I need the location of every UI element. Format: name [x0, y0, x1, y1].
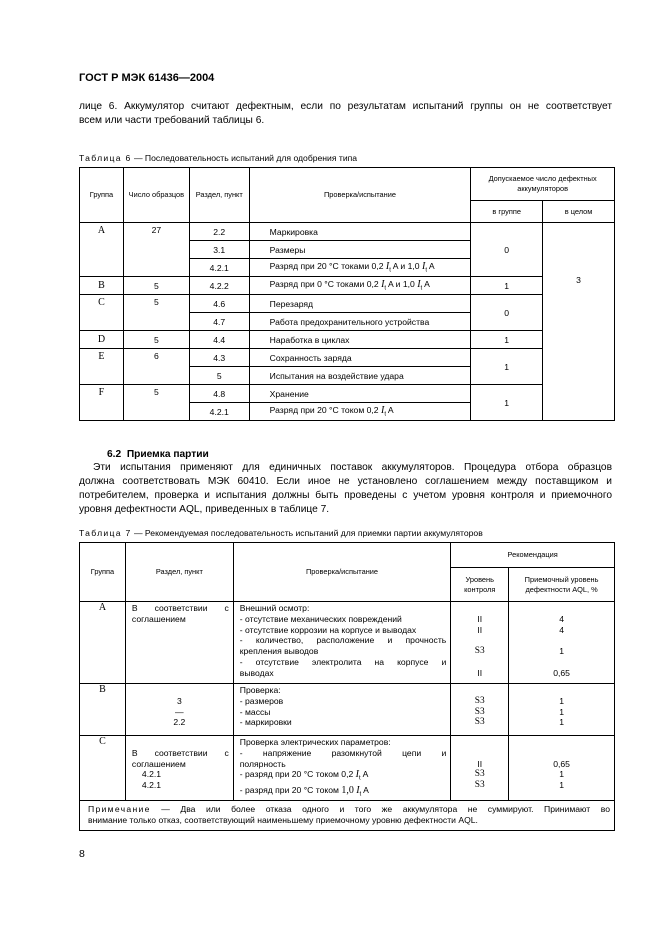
current-subscript: t — [359, 791, 362, 798]
test-line — [240, 785, 447, 801]
table7-header-aql: Приемочный уровень дефектности AQL, % — [509, 568, 615, 602]
aql-cell — [509, 736, 615, 801]
clause-cell: 4.4 — [189, 331, 249, 349]
in-group-cell: 1 — [471, 331, 543, 349]
current-subscript: t — [384, 411, 386, 418]
table6 — [79, 167, 615, 421]
clause-cell: 4.8 — [189, 385, 249, 403]
table6-header-allowed: Допускаемое число дефектных аккумуляторов — [471, 168, 615, 201]
table7-header-clause: Раздел, пункт — [125, 543, 233, 602]
clause-cell: 3.1 — [189, 241, 249, 259]
group-cell: C — [80, 295, 124, 331]
test-cell: Маркировка — [249, 223, 471, 241]
test-cell: Наработка в циклах — [249, 331, 471, 349]
in-group-cell: 1 — [471, 349, 543, 385]
test-text: A и 1,0 — [386, 279, 418, 290]
samples-cell: 5 — [123, 331, 189, 349]
aql-value: 4 — [559, 624, 564, 635]
level-value: II — [477, 758, 483, 769]
aql-value: 1 — [559, 717, 564, 728]
group-cell: A — [80, 223, 124, 277]
level-cell — [451, 684, 509, 736]
samples-cell: 27 — [123, 223, 189, 277]
samples-cell: 5 — [123, 385, 189, 421]
clause-line: 4.2.1 — [141, 780, 162, 791]
test-line: - напряжение разомкнутой цепи и — [239, 747, 447, 758]
group-cell: C — [80, 736, 126, 801]
aql-value: 1 — [559, 780, 564, 791]
clause-cell: 4.2.1 — [189, 403, 249, 421]
section-line: потребителем, проверка и испытания должны быть проведены с учетом уровня контроля и приемочного — [79, 490, 612, 501]
test-line: - маркировки — [239, 717, 292, 728]
table7 — [79, 542, 615, 831]
table6-caption-text: — Последовательность испытаний для одобрения типа — [131, 153, 358, 163]
table6-header-group: Группа — [80, 168, 124, 223]
aql-cell — [509, 602, 615, 684]
group-cell: B — [80, 684, 126, 736]
note-line — [88, 804, 610, 815]
section-number: 6.2 — [107, 449, 122, 460]
clause-cell — [125, 684, 233, 736]
clause-cell — [125, 736, 233, 801]
test-line: - отсутствие коррозии на корпусе и выводах — [239, 624, 417, 635]
table7-header-recommendation: Рекомендация — [451, 543, 615, 568]
table6-header-in-group: в группе — [471, 201, 543, 223]
test-cell — [249, 259, 471, 277]
group-cell: F — [80, 385, 124, 421]
test-line: - отсутствие электролита на корпусе и — [239, 656, 447, 667]
page-number: 8 — [79, 848, 85, 860]
current-subscript: t — [420, 285, 423, 292]
table7-header-group: Группа — [80, 543, 126, 602]
current-subscript: t — [389, 267, 391, 274]
aql-value: 0,65 — [553, 667, 570, 678]
test-line: полярность — [239, 758, 286, 769]
level-cell — [451, 736, 509, 801]
test-number: 1,0 — [341, 784, 354, 796]
level-value: S3 — [474, 646, 485, 657]
table7-header-test: Проверка/испытание — [233, 543, 451, 602]
clause-line: соглашением — [131, 758, 186, 769]
aql-value: 1 — [559, 695, 564, 706]
level-value: S3 — [474, 780, 485, 791]
clause-cell: 5 — [189, 367, 249, 385]
table6-header-test: Проверка/испытание — [249, 168, 471, 223]
clause-line: 3 — [176, 695, 182, 706]
clause-cell: 4.3 — [189, 349, 249, 367]
level-cell — [451, 602, 509, 684]
test-text: - разряд при 20 °С током 0,2 — [239, 769, 356, 780]
test-text: A — [361, 784, 369, 795]
aql-value: 1 — [559, 646, 564, 657]
aql-value: 1 — [559, 769, 564, 780]
test-line: - отсутствие механических повреждений — [239, 613, 402, 624]
in-group-cell: 1 — [471, 277, 543, 295]
table6-caption-prefix: Таблица 6 — [79, 153, 132, 163]
in-group-cell: 0 — [471, 295, 543, 331]
section-line: должна соответствовать МЭК 60410. Если иное не установлено соглашением между поставщиком и — [79, 476, 612, 487]
level-value: II — [477, 667, 483, 678]
table7-caption-text: — Рекомендуемая последовательность испытаний для приемки партии аккумуляторов — [131, 528, 483, 538]
table6-header-total: в целом — [543, 201, 615, 223]
test-text: A — [422, 279, 430, 290]
test-line: - количество, расположение и прочность — [239, 635, 447, 646]
test-cell — [233, 684, 451, 736]
test-cell: Сохранность заряда — [249, 349, 471, 367]
test-text: A — [426, 261, 435, 272]
aql-cell — [509, 684, 615, 736]
level-value: II — [477, 624, 483, 635]
intro-line: лице 6. Аккумулятор считают дефектным, если по результатам испытаний группы он не соответствует — [79, 101, 612, 112]
group-cell: E — [80, 349, 124, 385]
current-symbol: I — [355, 769, 359, 781]
clause-line: соглашением — [131, 613, 186, 624]
table7-header-level: Уровень контроля — [451, 568, 509, 602]
clause-line: — — [175, 706, 184, 717]
note-text: — Два или более отказа одного и того же аккумулятора не суммируют. Принимают во — [150, 804, 610, 815]
table7-caption-prefix: Таблица 7 — [79, 528, 132, 538]
test-line — [240, 769, 447, 785]
samples-cell: 5 — [123, 295, 189, 331]
aql-value: 0,65 — [553, 758, 570, 769]
current-symbol: I — [421, 261, 426, 273]
test-line: Проверка: — [239, 685, 281, 695]
current-symbol: I — [380, 405, 385, 417]
test-line: - массы — [239, 706, 271, 717]
group-cell: D — [80, 331, 124, 349]
test-cell: Хранение — [249, 385, 471, 403]
total-cell: 3 — [543, 223, 615, 421]
test-cell — [249, 403, 471, 421]
note-label: Примечание — [88, 804, 151, 815]
clause-line: В соответствии с — [131, 747, 229, 758]
test-cell — [233, 736, 451, 801]
current-symbol: I — [385, 261, 390, 273]
intro-paragraph — [79, 100, 612, 128]
clause-cell: 4.6 — [189, 295, 249, 313]
test-cell: Перезаряд — [249, 295, 471, 313]
test-text: A — [385, 405, 394, 416]
test-cell: Работа предохранительного устройства — [249, 313, 471, 331]
clause-line: В соответствии с — [131, 603, 229, 613]
samples-cell: 6 — [123, 349, 189, 385]
level-value: S3 — [474, 717, 485, 728]
level-value: S3 — [474, 706, 485, 717]
document-header: ГОСТ Р МЭК 61436—2004 — [79, 72, 215, 84]
table7-caption — [79, 528, 483, 538]
test-line: - размеров — [239, 695, 284, 706]
current-subscript: t — [358, 776, 361, 783]
test-cell — [233, 602, 451, 684]
table7-note — [80, 801, 615, 831]
test-line: крепления выводов — [239, 646, 319, 657]
test-cell — [249, 277, 471, 295]
section-paragraph — [79, 461, 612, 517]
test-text: Разряд при 0 °С токами 0,2 — [269, 279, 382, 290]
level-value: S3 — [474, 695, 485, 706]
group-cell: B — [80, 277, 124, 295]
clause-cell: 4.7 — [189, 313, 249, 331]
section-line: Эти испытания применяют для единичных поставок аккумуляторов. Процедура отбора образцов — [93, 462, 612, 473]
test-line: Внешний осмотр: — [239, 603, 310, 613]
test-text: Разряд при 20 °С током 0,2 — [269, 405, 381, 416]
clause-line: 4.2.1 — [141, 769, 162, 780]
test-text: A — [360, 769, 369, 780]
section-title: Приемка партии — [126, 449, 209, 460]
group-cell: A — [80, 602, 126, 684]
clause-cell: 4.2.2 — [189, 277, 249, 295]
test-line: Проверка электрических параметров: — [239, 737, 391, 747]
aql-value: 4 — [559, 613, 564, 624]
level-value: II — [477, 613, 483, 624]
table6-caption — [79, 153, 357, 163]
test-text: Разряд при 20 °С токами 0,2 — [269, 261, 386, 272]
clause-line: 2.2 — [173, 717, 186, 728]
clause-cell: 4.2.1 — [189, 259, 249, 277]
current-symbol: I — [356, 784, 360, 796]
in-group-cell: 0 — [471, 223, 543, 277]
test-line: выводах — [239, 667, 274, 678]
test-text: - разряд при 20 °С током — [239, 784, 342, 795]
clause-cell — [125, 602, 233, 684]
note-line: внимание только отказ, соответствующий наименьшему приемочному уровню дефектности AQL. — [88, 815, 478, 826]
section-line: уровня дефектности AQL, приведенных в таблице 7. — [79, 504, 330, 515]
current-subscript: t — [384, 285, 387, 292]
level-value: S3 — [474, 769, 485, 780]
table6-header-clause: Раздел, пункт — [189, 168, 249, 223]
current-subscript: t — [425, 267, 427, 274]
section-heading — [107, 449, 209, 460]
intro-line: всем или части требований таблицы 6. — [79, 115, 265, 126]
table6-header-samples: Число образцов — [123, 168, 189, 223]
in-group-cell: 1 — [471, 385, 543, 421]
test-cell: Размеры — [249, 241, 471, 259]
clause-cell: 2.2 — [189, 223, 249, 241]
aql-value: 1 — [559, 706, 564, 717]
test-cell: Испытания на воздействие удара — [249, 367, 471, 385]
current-symbol: I — [417, 279, 421, 291]
test-text: A и 1,0 — [390, 261, 422, 272]
current-symbol: I — [381, 279, 385, 291]
samples-cell: 5 — [123, 277, 189, 295]
